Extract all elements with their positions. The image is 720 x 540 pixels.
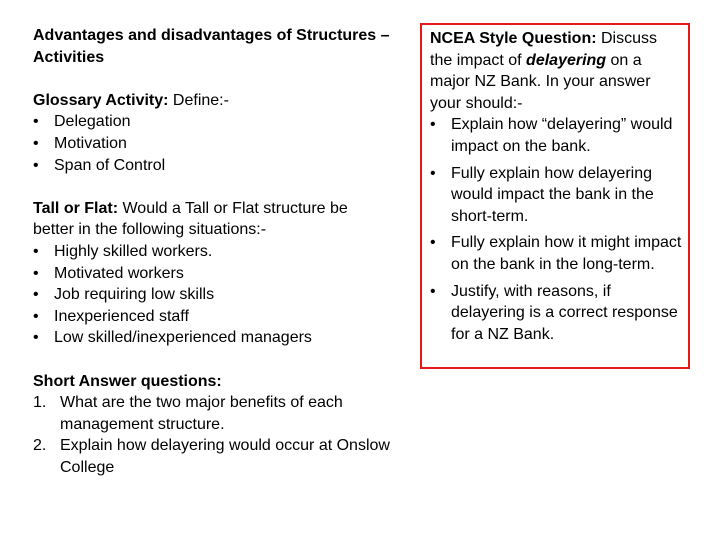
- page-title: Advantages and disadvantages of Structures – Activities: [33, 27, 390, 66]
- bullet-icon: •: [430, 116, 436, 134]
- ncea-prompt: NCEA Style Question: Discuss the impact of delayering on a major NZ Bank. In your answer your should:-: [430, 30, 657, 112]
- list-item: • Job requiring low skills: [33, 284, 393, 306]
- list-item: • Inexperienced staff: [33, 306, 393, 328]
- short-answer-list: [33, 392, 393, 478]
- ncea-list: [430, 114, 682, 345]
- bullet-icon: •: [33, 113, 39, 131]
- glossary-section: [33, 90, 393, 176]
- item-number: 1.: [33, 394, 47, 412]
- glossary-intro: Define:-: [168, 91, 229, 109]
- glossary-heading: Glossary Activity:: [33, 91, 169, 109]
- glossary-prompt: [33, 90, 393, 112]
- bullet-icon: •: [33, 156, 39, 174]
- short-answer-section: [33, 371, 393, 479]
- list-item: • Justify, with reasons, if delayering is a correct response for a NZ Bank.: [430, 282, 678, 343]
- tall-flat-heading: Tall or Flat:: [33, 199, 119, 217]
- list-item: • Low skilled/inexperienced managers: [33, 327, 393, 349]
- bullet-icon: •: [33, 307, 39, 325]
- item-number: 2.: [33, 437, 47, 455]
- bullet-icon: •: [430, 282, 436, 300]
- bullet-icon: •: [33, 134, 39, 152]
- list-item: • Fully explain how delayering would impact the bank in the short-term.: [430, 164, 654, 225]
- list-item: • Explain how “delayering” would impact on the bank.: [430, 116, 673, 155]
- list-item: • Fully explain how it might impact on the bank in the long-term.: [430, 234, 682, 273]
- list-item: • Highly skilled workers.: [33, 241, 393, 263]
- bullet-icon: •: [430, 234, 436, 252]
- glossary-list: [33, 111, 393, 176]
- list-item: 1. What are the two major benefits of each management structure.: [33, 394, 343, 433]
- tall-flat-section: [33, 198, 393, 349]
- bullet-icon: •: [33, 329, 39, 347]
- list-item: 2. Explain how delayering would occur at Onslow College: [33, 437, 390, 476]
- list-item: • Delegation: [33, 111, 393, 133]
- bullet-icon: •: [33, 286, 39, 304]
- bullet-icon: •: [430, 164, 436, 182]
- tall-flat-list: [33, 241, 393, 349]
- list-item: • Motivated workers: [33, 263, 393, 285]
- tall-flat-prompt: [33, 198, 393, 241]
- short-answer-prompt: [33, 371, 393, 393]
- list-item: • Motivation: [33, 133, 393, 155]
- list-item: • Span of Control: [33, 155, 393, 177]
- ncea-question-box: [420, 23, 690, 369]
- bullet-icon: •: [33, 242, 39, 260]
- left-column: [33, 25, 393, 478]
- emphasis-term: delayering: [526, 51, 607, 69]
- short-answer-heading: Short Answer questions:: [33, 372, 222, 390]
- bullet-icon: •: [33, 264, 39, 282]
- tall-flat-intro: Would a Tall or Flat structure be better in the following situations:-: [33, 199, 348, 239]
- ncea-heading: NCEA Style Question:: [430, 30, 597, 47]
